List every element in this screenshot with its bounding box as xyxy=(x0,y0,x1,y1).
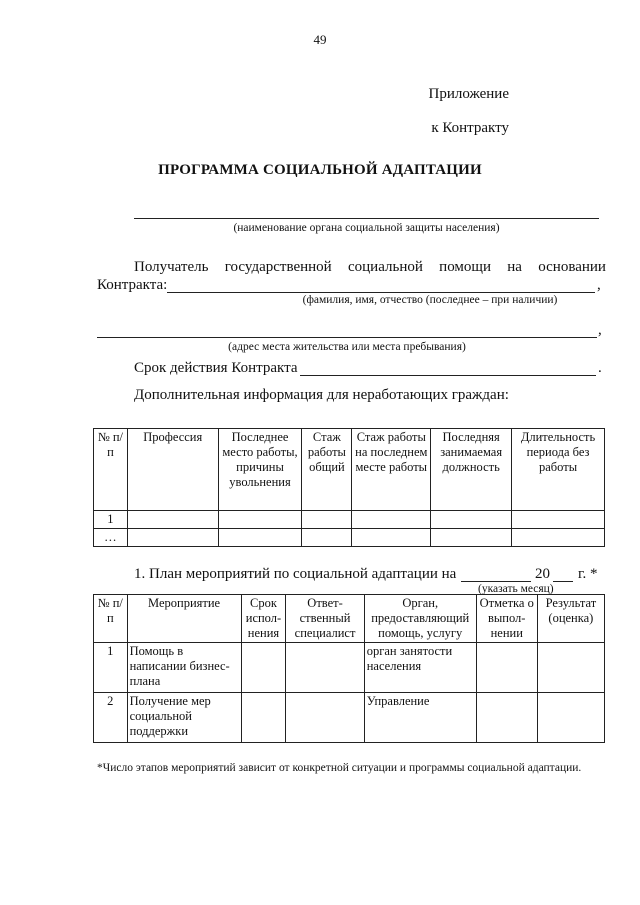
table-cell xyxy=(127,511,218,529)
table-cell: Помощь в написании бизнес-плана xyxy=(127,643,241,693)
table-cell: орган занятости населения xyxy=(364,643,476,693)
recipient-word: на xyxy=(507,259,522,275)
header-cell: № п/п xyxy=(94,595,128,643)
table-cell xyxy=(537,643,604,693)
recipient-word: основании xyxy=(538,259,606,275)
header-cell: Последняя занимаемая должность xyxy=(431,429,512,511)
plan-prefix: 1. План мероприятий по социальной адаптации на xyxy=(134,566,457,582)
table-cell xyxy=(127,529,218,547)
name-line-end: , xyxy=(597,277,601,293)
header-cell: Орган, предоставляющий помощь, услугу xyxy=(364,595,476,643)
table-cell xyxy=(241,643,286,693)
document-title: ПРОГРАММА СОЦИАЛЬНОЙ АДАПТАЦИИ xyxy=(158,162,482,178)
recipient-line xyxy=(134,259,606,276)
header-cell: № п/п xyxy=(94,429,128,511)
header-cell: Профессия xyxy=(127,429,218,511)
table-cell xyxy=(241,693,286,743)
header-cell: Ответ- ственный специалист xyxy=(286,595,364,643)
table-cell: Получение мер социальной поддержки xyxy=(127,693,241,743)
extra-info-heading: Дополнительная информация для неработающих граждан: xyxy=(134,387,509,403)
table-header-row xyxy=(94,595,605,643)
header-cell: Стаж работы общий xyxy=(302,429,352,511)
name-caption: (фамилия, имя, отчество (последнее – при наличии) xyxy=(302,294,558,306)
header-cell: Результат (оценка) xyxy=(537,595,604,643)
address-caption: (адрес места жительства или места пребывания) xyxy=(228,341,466,353)
table-cell xyxy=(302,511,352,529)
table-cell xyxy=(476,693,537,743)
header-cell: Стаж работы на последнем месте работы xyxy=(352,429,431,511)
recipient-word: государственной xyxy=(224,259,332,275)
table-cell: 1 xyxy=(94,511,128,529)
table-cell xyxy=(352,529,431,547)
recipient-word: Получатель xyxy=(134,259,209,275)
table-cell: … xyxy=(94,529,128,547)
table-cell xyxy=(476,643,537,693)
table-cell xyxy=(218,529,302,547)
year-suffix-line xyxy=(553,581,573,582)
table-cell xyxy=(512,511,605,529)
appendix-contract: к Контракту xyxy=(431,120,509,136)
table-cell xyxy=(431,511,512,529)
table-cell xyxy=(537,693,604,743)
table-cell xyxy=(302,529,352,547)
term-label: Срок действия Контракта xyxy=(134,360,298,376)
plan-year: 20 xyxy=(535,566,550,582)
header-cell: Мероприятие xyxy=(127,595,241,643)
unemployed-info-table xyxy=(93,428,605,547)
recipient-word: помощи xyxy=(439,259,491,275)
table-cell xyxy=(431,529,512,547)
appendix-label: Приложение xyxy=(428,86,509,102)
footnote: *Число этапов мероприятий зависит от конкретной ситуации и программы социальной адаптации. xyxy=(97,762,582,774)
contract-label: Контракта: xyxy=(97,277,168,293)
table-cell xyxy=(286,643,364,693)
month-line xyxy=(461,581,531,582)
page-number: 49 xyxy=(313,32,327,47)
plan-suffix: г. * xyxy=(578,566,598,582)
adaptation-plan-table xyxy=(93,594,605,743)
month-caption: (указать месяц) xyxy=(478,583,554,595)
table-row xyxy=(94,529,605,547)
table-row xyxy=(94,693,605,743)
table-header-row xyxy=(94,429,605,511)
table-row xyxy=(94,511,605,529)
recipient-word: социальной xyxy=(347,259,423,275)
address-line-end: , xyxy=(598,322,602,338)
authority-line xyxy=(134,218,599,219)
header-cell: Последнее место работы, причины увольнения xyxy=(218,429,302,511)
name-line xyxy=(167,292,595,293)
table-cell xyxy=(286,693,364,743)
term-line xyxy=(300,375,596,376)
header-cell: Длительность периода без работы xyxy=(512,429,605,511)
table-cell: Управление xyxy=(364,693,476,743)
table-cell: 2 xyxy=(94,693,128,743)
header-cell: Отметка о выпол- нении xyxy=(476,595,537,643)
table-cell xyxy=(218,511,302,529)
address-line xyxy=(97,337,597,338)
table-cell xyxy=(352,511,431,529)
table-row xyxy=(94,643,605,693)
term-end: . xyxy=(598,360,602,376)
header-cell: Срок испол- нения xyxy=(241,595,286,643)
table-cell xyxy=(512,529,605,547)
authority-caption: (наименование органа социальной защиты населения) xyxy=(233,222,500,234)
table-cell: 1 xyxy=(94,643,128,693)
